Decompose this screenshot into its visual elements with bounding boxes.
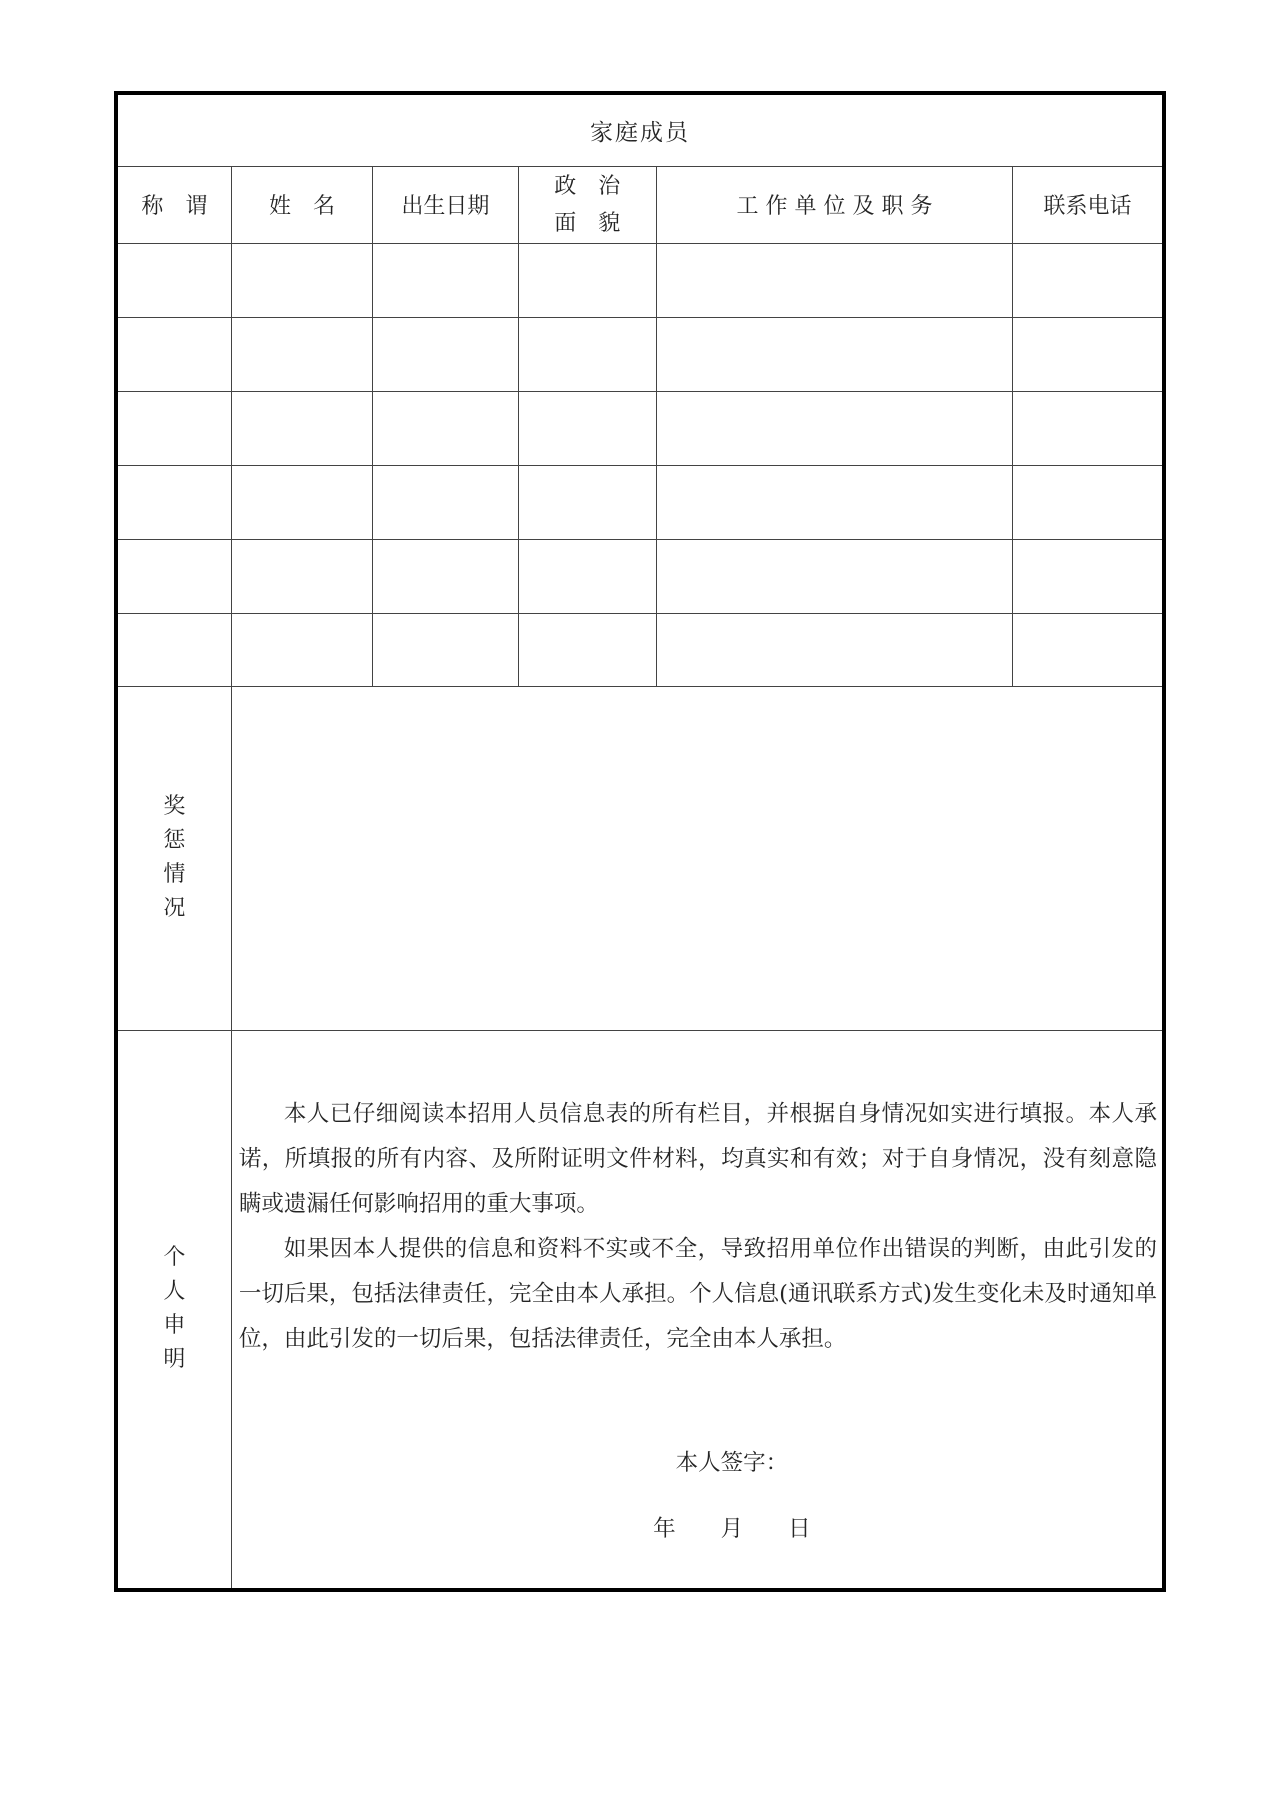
empty-cell xyxy=(231,613,372,686)
empty-cell xyxy=(518,391,656,465)
signature-label: 本人签字： xyxy=(675,1450,789,1477)
header-political-status-line2: 面 貌 xyxy=(554,210,621,236)
date-line: 年 月 日 xyxy=(653,1516,811,1543)
empty-cell xyxy=(231,539,372,613)
declaration-paragraph-1: 本人已仔细阅读本招用人员信息表的所有栏目，并根据自身情况如实进行填报。本人承诺，所填报的所有内容、及所附证明文件材料，均真实和有效；对于自身情况，没有刻意隐瞒或遗漏任何影响招用的重大事项。 xyxy=(238,1101,1157,1218)
empty-cell xyxy=(657,243,1013,317)
empty-cell xyxy=(518,317,656,391)
empty-cell xyxy=(231,317,372,391)
empty-cell xyxy=(657,391,1013,465)
rewards-section-label-cell xyxy=(116,686,231,1030)
rewards-section-label: 奖惩情况 xyxy=(163,794,186,921)
empty-cell xyxy=(116,243,231,317)
empty-cell xyxy=(373,465,518,539)
empty-cell xyxy=(231,465,372,539)
empty-cell xyxy=(1013,243,1165,317)
empty-cell xyxy=(116,465,231,539)
empty-cell xyxy=(373,391,518,465)
header-political-status-line1: 政 治 xyxy=(554,173,621,199)
header-relation: 称 谓 xyxy=(116,166,231,243)
header-work-unit: 工 作 单 位 及 职 务 xyxy=(657,166,1013,243)
declaration-section-label-cell xyxy=(116,1030,231,1590)
empty-cell xyxy=(657,539,1013,613)
header-name: 姓 名 xyxy=(231,166,372,243)
family-members-table xyxy=(114,91,1166,1592)
empty-cell xyxy=(657,317,1013,391)
empty-cell xyxy=(518,613,656,686)
declaration-section-label: 个人申明 xyxy=(163,1245,186,1373)
empty-cell xyxy=(116,613,231,686)
empty-cell xyxy=(1013,613,1165,686)
empty-cell xyxy=(116,317,231,391)
empty-cell xyxy=(518,465,656,539)
family-member-row-3 xyxy=(116,391,1164,465)
empty-cell xyxy=(518,539,656,613)
empty-cell xyxy=(657,613,1013,686)
empty-cell xyxy=(518,243,656,317)
header-political-status xyxy=(518,166,656,243)
empty-cell xyxy=(1013,391,1165,465)
family-member-row-6 xyxy=(116,613,1164,686)
family-member-row-4 xyxy=(116,465,1164,539)
declaration-section-content xyxy=(231,1030,1164,1590)
empty-cell xyxy=(373,243,518,317)
empty-cell xyxy=(373,539,518,613)
empty-cell xyxy=(373,613,518,686)
declaration-paragraph-2: 如果因本人提供的信息和资料不实或不全，导致招用单位作出错误的判断，由此引发的一切后果，包括法律责任，完全由本人承担。个人信息(通讯联系方式)发生变化未及时通知单位，由此引发的一切后果，包括法律责任，完全由本人承担。 xyxy=(238,1236,1157,1353)
empty-cell xyxy=(373,317,518,391)
table-title: 家庭成员 xyxy=(116,93,1164,166)
header-birth-date: 出生日期 xyxy=(373,166,518,243)
empty-cell xyxy=(116,391,231,465)
empty-cell xyxy=(116,539,231,613)
family-member-row-2 xyxy=(116,317,1164,391)
empty-cell xyxy=(1013,539,1165,613)
empty-cell xyxy=(657,465,1013,539)
rewards-section-content xyxy=(231,686,1164,1030)
empty-cell xyxy=(1013,465,1165,539)
header-phone: 联系电话 xyxy=(1013,166,1165,243)
family-member-row-5 xyxy=(116,539,1164,613)
empty-cell xyxy=(231,243,372,317)
empty-cell xyxy=(1013,317,1165,391)
family-member-row-1 xyxy=(116,243,1164,317)
empty-cell xyxy=(231,391,372,465)
